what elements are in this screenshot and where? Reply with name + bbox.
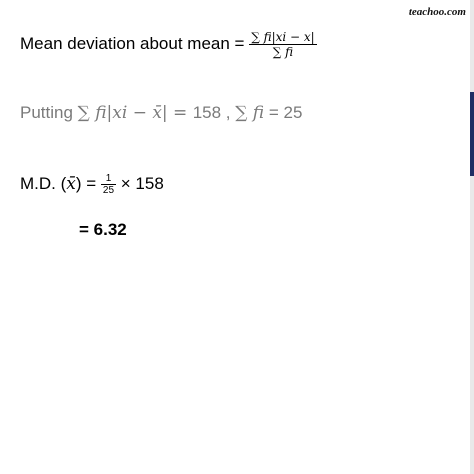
md-label-end: ) = (75, 173, 101, 193)
one-over-twentyfive-fraction (101, 173, 116, 196)
formula-label: Mean deviation about mean = (20, 33, 250, 53)
teachoo-watermark: teachoo.com (408, 6, 466, 18)
putting-label: Putting (20, 103, 78, 122)
formula-denominator: ∑ fi (272, 45, 294, 59)
sum-deviation-expression: ∑ fi|xi − x̄| = (77, 103, 193, 123)
md-computation-line (20, 173, 164, 196)
scrollbar-thumb[interactable] (470, 92, 474, 176)
multiply-expression: × 158 (120, 173, 164, 193)
sum-frequency-expression: ∑ fi (235, 103, 265, 123)
mean-deviation-formula-line (20, 30, 317, 59)
scrollbar-track[interactable] (470, 0, 474, 474)
md-label: M.D. ( (20, 173, 67, 193)
fraction-numerator: 1 (101, 173, 116, 185)
sum-deviation-value: 158 , (192, 103, 236, 122)
putting-values-line (20, 103, 302, 123)
formula-numerator: ∑ fi|xi − x| (251, 30, 315, 44)
md-result-line: = 6.32 (79, 220, 127, 239)
sum-frequency-value: = 25 (268, 103, 303, 122)
formula-fraction (249, 30, 317, 59)
fraction-denominator: 25 (102, 185, 115, 196)
xbar-symbol: x̄ (66, 173, 76, 194)
